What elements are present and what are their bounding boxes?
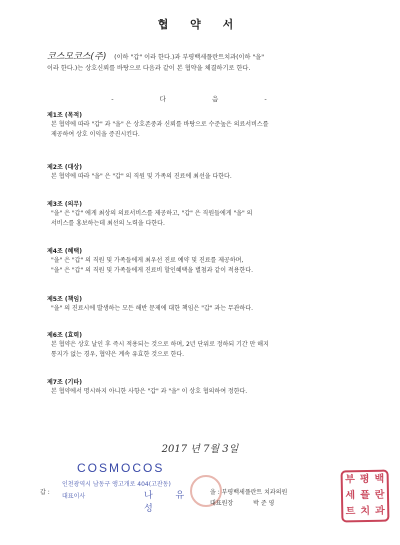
article-body-line: 본 협약에서 명시하지 아니한 사항은 "갑" 과 "을" 이 상호 협의하여 정한다. bbox=[51, 388, 248, 395]
seal-char: 세 bbox=[345, 490, 356, 502]
seal-char: 부 bbox=[345, 474, 355, 486]
seal-char: 과 bbox=[375, 505, 385, 517]
intro-text-1: (이하 "갑" 이라 한다.)과 부평백세플란트치과(이하 "을" bbox=[114, 54, 265, 61]
article-body-line: "을" 은 "갑" 에게 최상의 의료서비스를 제공하고, "갑" 은 직원들에게 "을" 의 bbox=[51, 210, 253, 217]
party-b-seal-icon bbox=[341, 470, 390, 523]
article-2 bbox=[47, 163, 367, 182]
article-3 bbox=[47, 200, 367, 229]
article-body-line: 본 협약은 상호 날인 후 즉시 적용되는 것으로 하며, 2년 단위로 정하되 기간 만 해지 bbox=[51, 341, 269, 348]
article-body-line: "을" 은 "갑" 의 직원 및 가족들에게 최우선 진료 예약 및 진료를 제공하며, bbox=[51, 257, 244, 264]
article-title: 제4조 (혜택) bbox=[47, 248, 82, 255]
party-a-address: 인천광역시 남동구 앵고개로 404(고잔동) bbox=[62, 481, 171, 488]
article-body-line: "을" 의 진료시에 발생하는 모든 해반 문제에 대한 책임은 "갑" 과는 무관하다. bbox=[51, 305, 254, 312]
party-a-rep-name: 나 유 성 bbox=[144, 491, 195, 514]
article-body-line: "을" 은 "갑" 의 직원 및 가족들에게 진료비 할인혜택을 별첨과 같이 적용한다. bbox=[51, 267, 254, 274]
section-header: - 다 음 - bbox=[111, 95, 289, 103]
party-b-org: 을 : 부평백세플란트 치과의원 bbox=[210, 489, 288, 496]
party-a-company-stamp: COSMOCOS bbox=[77, 461, 165, 475]
seal-char: 플 bbox=[360, 489, 370, 502]
seal-char: 트 bbox=[345, 506, 356, 518]
article-7 bbox=[47, 378, 367, 397]
article-title: 제2조 (대상) bbox=[47, 164, 82, 171]
article-title: 제7조 (기타) bbox=[47, 379, 82, 386]
article-title: 제1조 (목적) bbox=[47, 112, 82, 119]
intro-line-1 bbox=[47, 52, 367, 63]
article-6 bbox=[47, 331, 367, 360]
article-body-line: 서비스를 홍보하는데 최선의 노력을 다한다. bbox=[51, 220, 165, 227]
signing-date: 2017 년 7월 3일 bbox=[161, 444, 239, 455]
document-title: 협 약 서 bbox=[157, 18, 243, 31]
party-a-rep-title: 대표이사 bbox=[62, 493, 86, 500]
article-body-line: 본 협약에 따라 "갑" 과 "을" 은 상호존중과 신뢰를 바탕으로 수준높은 의료서비스를 bbox=[51, 121, 269, 128]
article-title: 제3조 (의무) bbox=[47, 201, 82, 208]
seal-char: 평 bbox=[359, 473, 370, 486]
intro-paragraph bbox=[47, 52, 367, 74]
article-body-line: 제공하여 상호 이익을 증진시킨다. bbox=[51, 131, 140, 138]
party-a-handwritten-name: 코스모코스(주) bbox=[47, 52, 107, 62]
article-5 bbox=[47, 295, 367, 314]
seal-char: 치 bbox=[360, 505, 371, 518]
seal-char: 란 bbox=[374, 489, 385, 501]
article-title: 제5조 (책임) bbox=[47, 296, 82, 303]
intro-text-2: 이라 한다.)는 상호신뢰를 바탕으로 다음과 같이 본 협약을 체결하기로 한다. bbox=[47, 65, 251, 72]
party-a-label: 갑 : bbox=[40, 489, 50, 496]
party-b-rep-name: 박 준 영 bbox=[253, 500, 275, 507]
article-1 bbox=[47, 111, 367, 140]
article-title: 제6조 (효력) bbox=[47, 332, 82, 339]
seal-char: 백 bbox=[374, 473, 385, 485]
party-b-rep-title: 대표원장 bbox=[210, 500, 234, 507]
article-body-line: 본 협약에 따라 "을" 은 "갑" 의 직원 및 가족의 진료에 최선을 다한다. bbox=[51, 173, 232, 180]
article-4 bbox=[47, 247, 367, 276]
article-body-line: 통지가 없는 경우, 협약은 계속 유효한 것으로 한다. bbox=[51, 351, 185, 358]
